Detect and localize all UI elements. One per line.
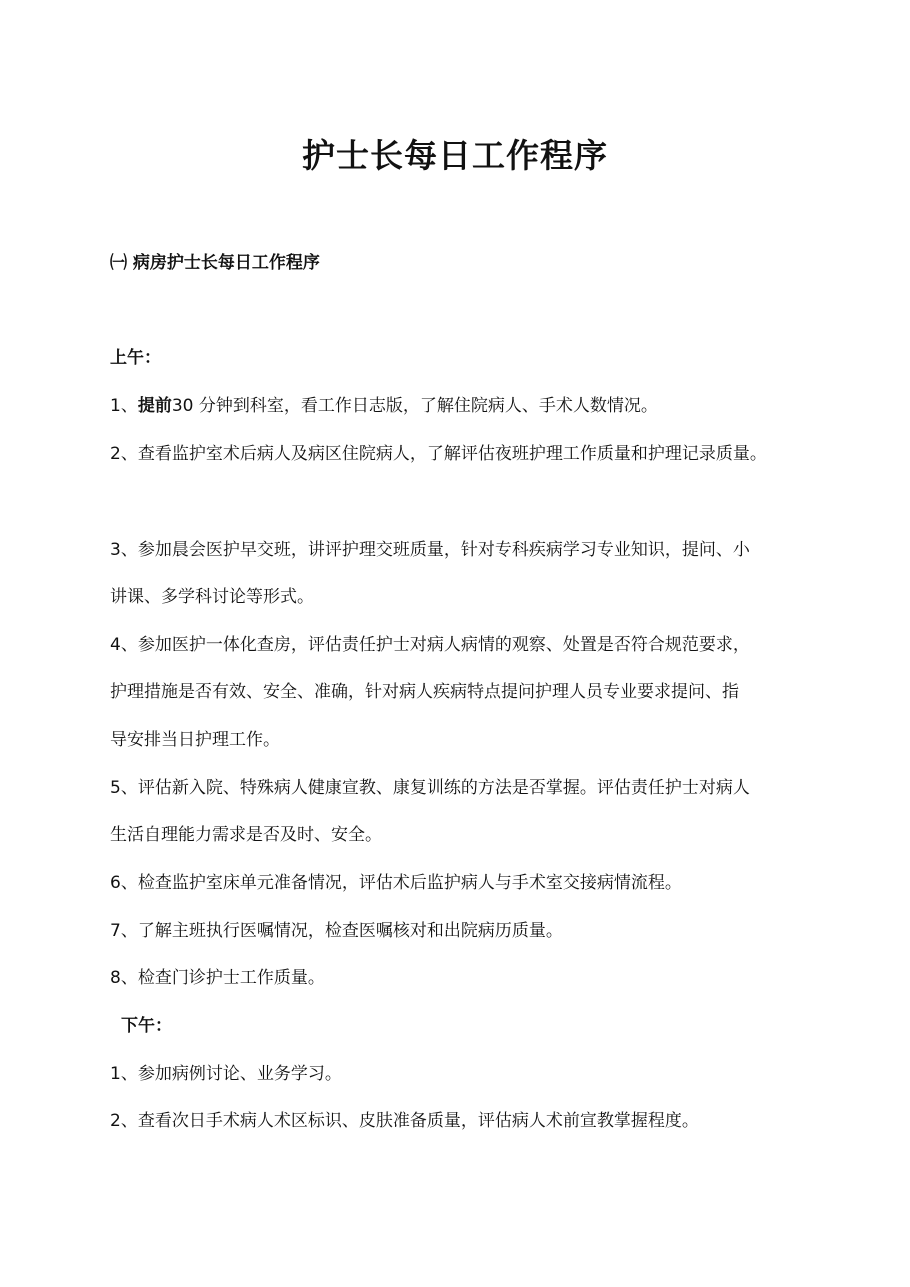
morning-item-3-line-2: 讲课、多学科讨论等形式。	[110, 587, 314, 607]
morning-item-5-line-2: 生活自理能力需求是否及时、安全。	[110, 825, 382, 845]
document-title: 护士长每日工作程序	[302, 136, 608, 175]
morning-item-4-line-2: 护理措施是否有效、安全、准确，针对病人疾病特点提问护理人员专业要求提问、指	[110, 682, 739, 702]
morning-item-7: 7、了解主班执行医嘱情况，检查医嘱核对和出院病历质量。	[110, 921, 563, 941]
morning-item-6: 6、检查监护室床单元准备情况，评估术后监护病人与手术室交接病情流程。	[110, 873, 682, 893]
morning-item-4-line-3: 导安排当日护理工作。	[110, 730, 280, 750]
afternoon-item-1: 1、参加病例讨论、业务学习。	[110, 1064, 342, 1084]
afternoon-heading: 下午：	[121, 1016, 172, 1036]
morning-heading: 上午：	[110, 348, 161, 368]
morning-item-1-text: 30 分钟到科室，看工作日志版，了解住院病人、手术人数情况。	[171, 396, 658, 416]
morning-item-4-line-1: 4、参加医护一体化查房，评估责任护士对病人病情的观察、处置是否符合规范要求，	[110, 635, 750, 655]
morning-item-1-number: 1、	[110, 396, 138, 416]
morning-item-3-line-1: 3、参加晨会医护早交班，讲评护理交班质量，针对专科疾病学习专业知识，提问、小	[110, 540, 750, 560]
afternoon-item-2: 2、查看次日手术病人术区标识、皮肤准备质量，评估病人术前宣教掌握程度。	[110, 1111, 699, 1131]
morning-item-5-line-1: 5、评估新入院、特殊病人健康宣教、康复训练的方法是否掌握。评估责任护士对病人	[110, 778, 750, 798]
morning-item-8: 8、检查门诊护士工作质量。	[110, 968, 325, 988]
morning-item-2: 2、查看监护室术后病人及病区住院病人，了解评估夜班护理工作质量和护理记录质量。	[110, 444, 767, 464]
morning-item-1	[110, 394, 658, 418]
morning-item-1-bold: 提前	[137, 396, 172, 416]
section-heading: ㈠ 病房护士长每日工作程序	[110, 253, 320, 273]
